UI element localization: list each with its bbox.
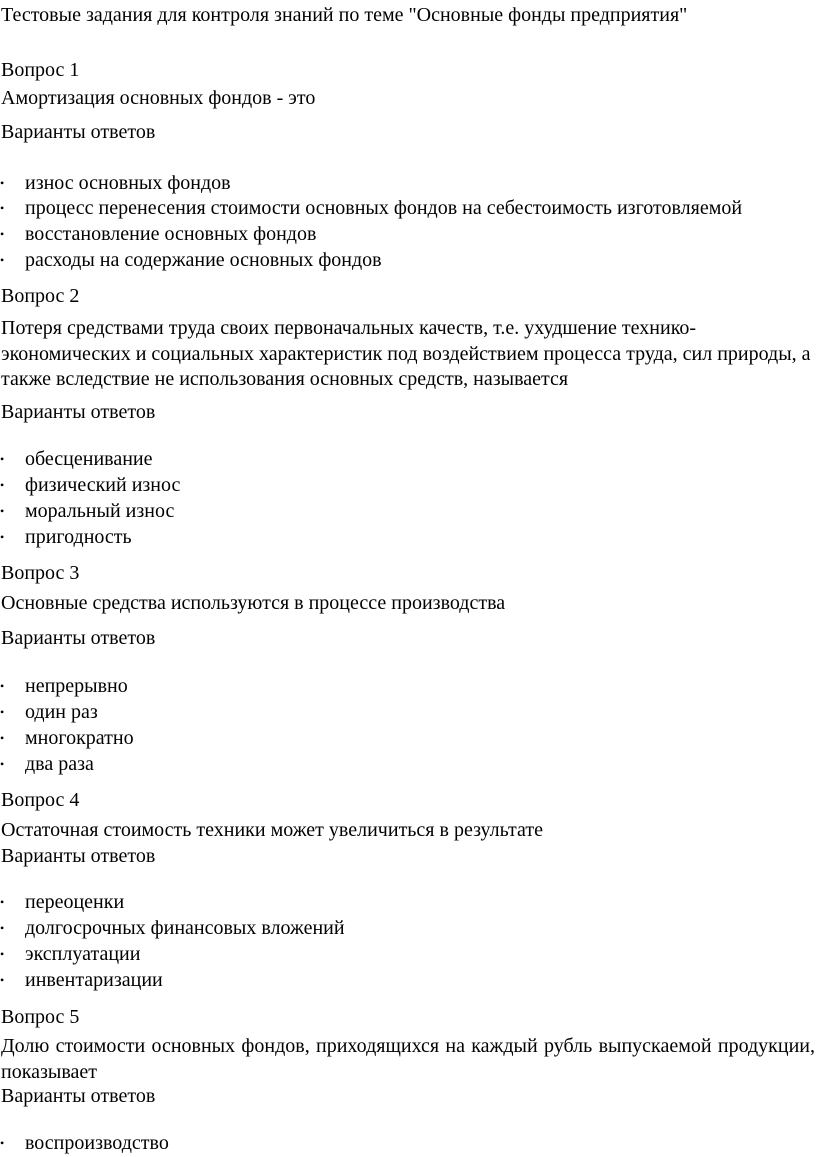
question-2-label: Вопрос 2 [1, 285, 80, 307]
bullet-icon: • [0, 176, 5, 190]
bullet-icon: • [0, 452, 5, 466]
option-text: многократно [25, 727, 134, 749]
question-1-text: Амортизация основных фондов - это [1, 87, 316, 109]
question-5-label: Вопрос 5 [1, 1006, 80, 1028]
option-text: расходы на содержание основных фондов [25, 249, 382, 271]
option-text: переоценки [25, 891, 125, 913]
option-text: моральный износ [25, 500, 175, 522]
option-text: пригодность [25, 526, 132, 548]
option-text: непрерывно [25, 675, 128, 697]
question-5-text: Долю стоимости основных фондов, приходящихся на каждый рубль выпускаемой продукции, показывает [1, 1035, 815, 1083]
bullet-icon: • [0, 921, 5, 935]
bullet-icon: • [0, 895, 5, 909]
bullet-icon: • [0, 705, 5, 719]
option-text: два раза [25, 753, 94, 775]
bullet-icon: • [0, 947, 5, 961]
question-4-answers-label: Варианты ответов [1, 845, 156, 867]
question-2-answers-label: Варианты ответов [1, 401, 156, 423]
bullet-icon: • [0, 1136, 5, 1150]
bullet-icon: • [0, 530, 5, 544]
option-text: восстановление основных фондов [25, 223, 317, 245]
option-text: один раз [25, 701, 98, 723]
option-text: инвентаризации [25, 969, 163, 991]
option-text: физический износ [25, 474, 181, 496]
option-text: обесценивание [25, 448, 153, 470]
bullet-icon: • [0, 973, 5, 987]
bullet-icon: • [0, 757, 5, 771]
option-text: процесс перенесения стоимости основных фондов на себестоимость изготовляемой [25, 197, 743, 219]
question-5-answers-label: Варианты ответов [1, 1085, 156, 1107]
bullet-icon: • [0, 731, 5, 745]
option-text: воспроизводство [25, 1132, 169, 1154]
question-3-answers-label: Варианты ответов [1, 627, 156, 649]
bullet-icon: • [0, 478, 5, 492]
bullet-icon: • [0, 679, 5, 693]
question-1-label: Вопрос 1 [1, 59, 80, 81]
option-text: эксплуатации [25, 943, 141, 965]
bullet-icon: • [0, 201, 5, 215]
document-title: Тестовые задания для контроля знаний по теме "Основные фонды предприятия" [1, 4, 688, 26]
bullet-icon: • [0, 253, 5, 267]
question-4-label: Вопрос 4 [1, 789, 80, 811]
option-text: долгосрочных финансовых вложений [25, 917, 345, 939]
question-1-answers-label: Варианты ответов [1, 121, 156, 143]
question-3-text: Основные средства используются в процессе производства [1, 592, 506, 614]
option-text: износ основных фондов [25, 172, 231, 194]
bullet-icon: • [0, 227, 5, 241]
bullet-icon: • [0, 504, 5, 518]
question-3-label: Вопрос 3 [1, 562, 80, 584]
question-2-text: Потеря средствами труда своих первоначальных качеств, т.е. ухудшение технико-экономических и социальных характеристик под воздействием процесса труда, сил природы, а также вследствие не использования основных средств, называется [1, 317, 811, 390]
question-4-text: Остаточная стоимость техники может увеличиться в результате [1, 819, 543, 841]
